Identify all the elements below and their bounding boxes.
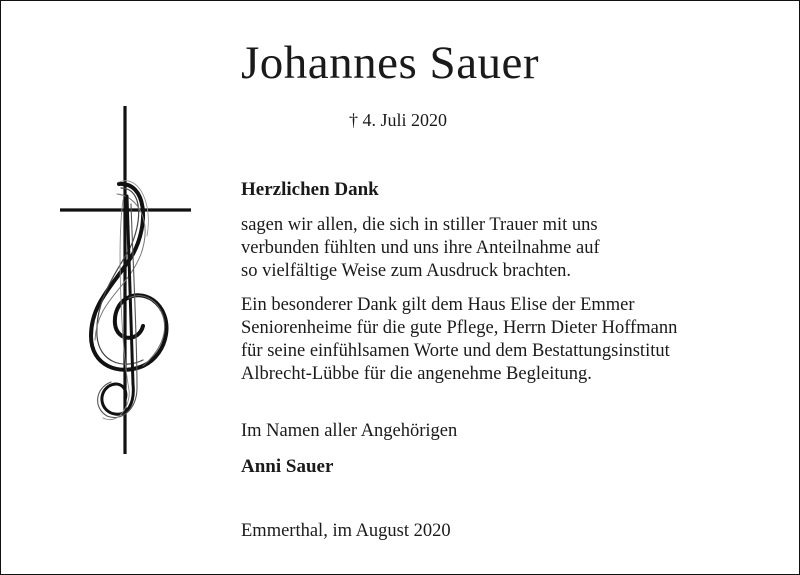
cross-with-treble-clef-icon <box>57 104 197 456</box>
closing-line: Im Namen aller Angehörigen <box>241 421 458 441</box>
paragraph-line: verbunden fühlten und uns ihre Anteilnahme auf <box>241 238 600 258</box>
place-date: Emmerthal, im August 2020 <box>241 521 451 541</box>
thanks-paragraph <box>241 214 600 283</box>
paragraph-line: Ein besonderer Dank gilt dem Haus Elise der Emmer <box>241 295 635 315</box>
paragraph-line: sagen wir allen, die sich in stiller Trauer mit uns <box>241 215 598 235</box>
signer-name: Anni Sauer <box>241 456 334 477</box>
paragraph-line: für seine einfühlsamen Worte und dem Bestattungsinstitut <box>241 341 670 361</box>
death-date: † 4. Juli 2020 <box>349 110 448 130</box>
paragraph-line: Seniorenheime für die gute Pflege, Herrn Dieter Hoffmann <box>241 318 678 338</box>
special-thanks-paragraph <box>241 294 677 386</box>
paragraph-line: so vielfältige Weise zum Ausdruck brachten. <box>241 261 572 281</box>
paragraph-line: Albrecht-Lübbe für die angenehme Begleitung. <box>241 364 592 384</box>
deceased-name: Johannes Sauer <box>241 37 540 89</box>
thanks-heading: Herzlichen Dank <box>241 179 379 200</box>
